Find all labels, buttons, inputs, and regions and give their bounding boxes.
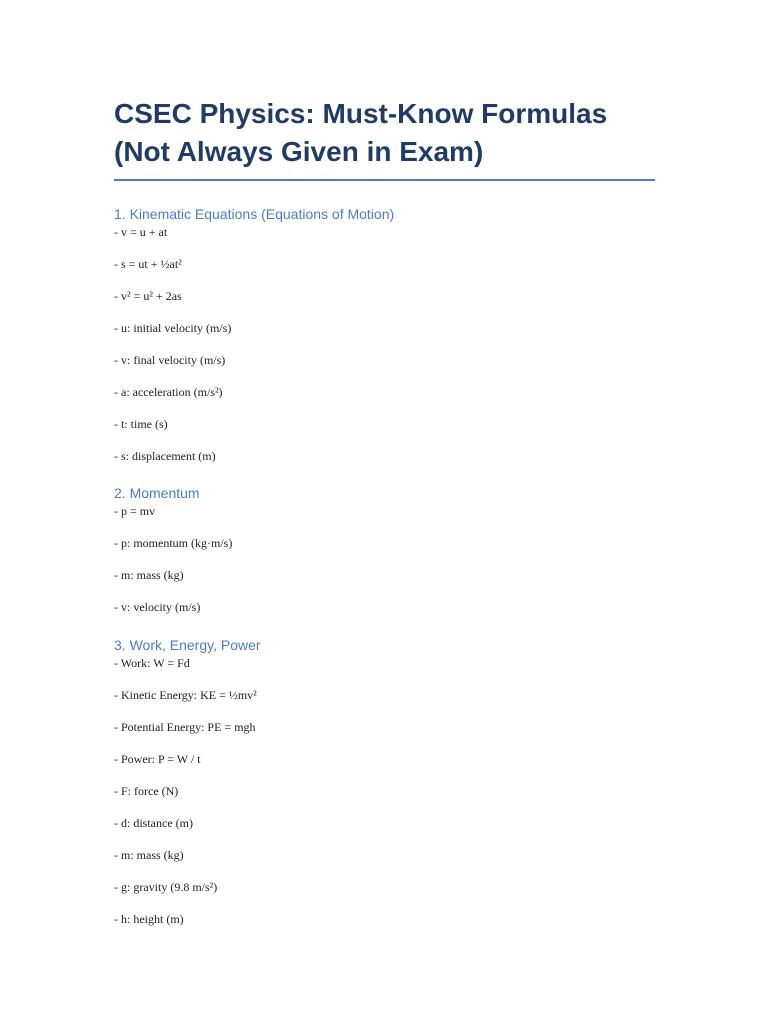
list-item: - v² = u² + 2as — [114, 289, 182, 303]
list-item: - a: acceleration (m/s²) — [114, 385, 223, 399]
list-item: - Potential Energy: PE = mgh — [114, 720, 256, 734]
list-item: - F: force (N) — [114, 784, 179, 798]
list-item: - g: gravity (9.8 m/s²) — [114, 880, 218, 894]
list-item: - u: initial velocity (m/s) — [114, 321, 232, 335]
formula-list — [114, 656, 261, 944]
list-item: - s = ut + ½at² — [114, 257, 182, 271]
list-item: - Power: P = W / t — [114, 752, 201, 766]
list-item: - m: mass (kg) — [114, 848, 184, 862]
section-work-energy-power — [114, 634, 261, 944]
list-item: - Kinetic Energy: KE = ½mv² — [114, 688, 257, 702]
list-item: - t: time (s) — [114, 417, 168, 431]
list-item: - v: velocity (m/s) — [114, 600, 201, 614]
list-item: - p: momentum (kg·m/s) — [114, 536, 233, 550]
list-item: - d: distance (m) — [114, 816, 193, 830]
list-item: - h: height (m) — [114, 912, 184, 926]
page-title: CSEC Physics: Must-Know Formulas (Not Always Given in Exam) — [114, 95, 655, 181]
section-kinematic-equations — [114, 203, 394, 481]
list-item: - s: displacement (m) — [114, 449, 216, 463]
list-item: - Work: W = Fd — [114, 656, 190, 670]
list-item: - v = u + at — [114, 225, 168, 239]
list-item: - v: final velocity (m/s) — [114, 353, 226, 367]
document-page — [114, 95, 655, 926]
formula-list — [114, 504, 232, 632]
list-item: - p = mv — [114, 504, 156, 518]
section-heading: 2. Momentum — [114, 485, 200, 501]
formula-list — [114, 225, 394, 481]
section-heading: 3. Work, Energy, Power — [114, 637, 261, 653]
list-item: - m: mass (kg) — [114, 568, 184, 582]
section-heading: 1. Kinematic Equations (Equations of Motion) — [114, 206, 395, 222]
section-momentum — [114, 482, 232, 632]
